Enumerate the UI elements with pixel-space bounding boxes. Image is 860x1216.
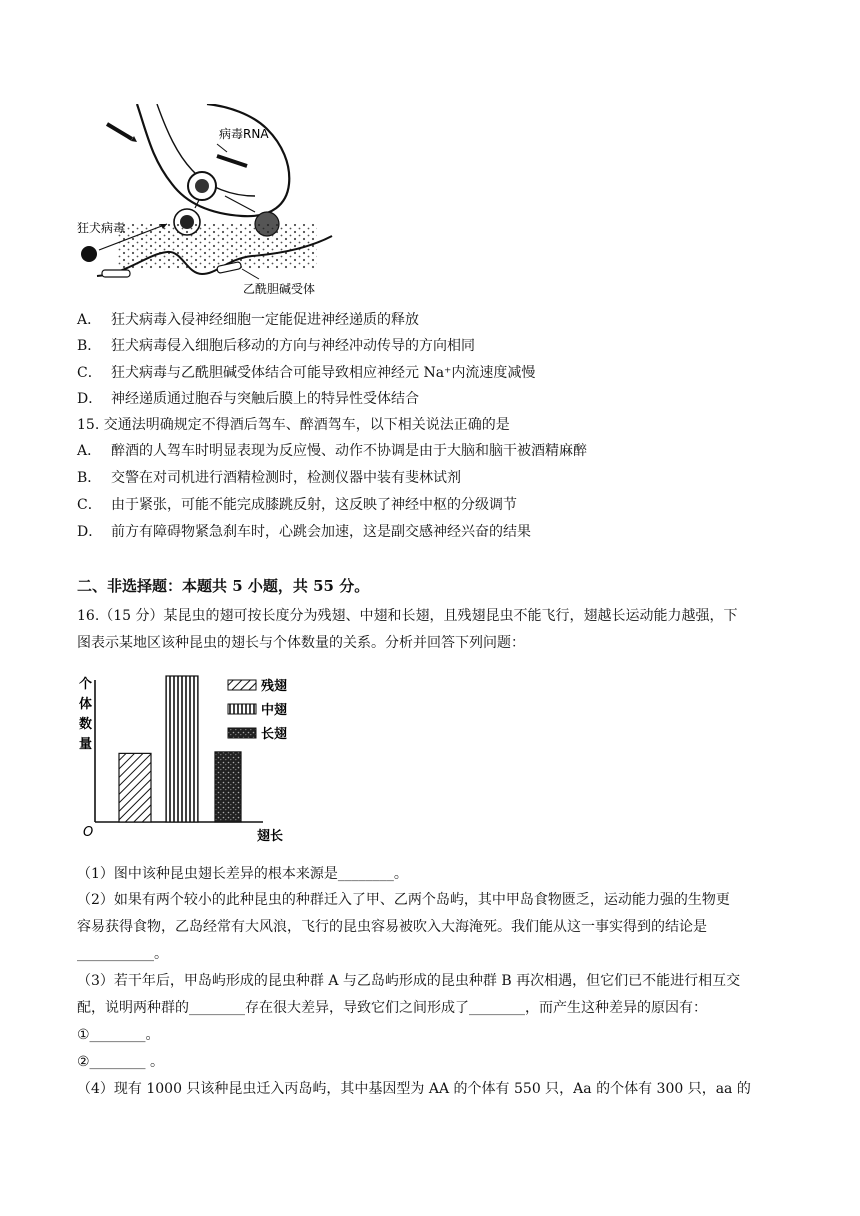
legend-label-2: 中翅 (261, 703, 288, 718)
q16-sub4-line1: （4）现有 1000 只该种昆虫迁入丙岛屿，其中基因型为 AA 的个体有 550 只，Aa 的个体有 300 只，aa 的 (77, 1081, 751, 1097)
y-axis-label-char: 体 (79, 697, 93, 712)
legend-swatch-3 (228, 728, 256, 738)
q16-sub3-line2: 配，说明两种群的________存在很大差异，导致它们之间形成了________，而产生这种差异的原因有： (77, 1000, 707, 1016)
option-letter: C． (77, 497, 102, 513)
origin-label: O (83, 825, 94, 840)
q15-option-b (77, 468, 461, 488)
q14-option-a (77, 310, 419, 330)
synapse-diagram (77, 104, 335, 300)
label-rabies-virus: 狂犬病毒 (77, 221, 126, 235)
q16-sub3-line4: ②________ 。 (77, 1054, 165, 1070)
q16-sub1: （1）图中该种昆虫翅长差异的根本来源是________。 (77, 866, 408, 882)
bar-1 (119, 753, 151, 822)
q16-stem-line2: 图表示某地区该种昆虫的翅长与个体数量的关系。分析并回答下列问题： (77, 635, 525, 651)
option-text: 醉酒的人驾车时明显表现为反应慢、动作不协调是由于大脑和脑干被酒精麻醉 (111, 443, 587, 459)
wing-length-chart-svg (77, 666, 307, 846)
q16-sub3-line3: ①________。 (77, 1027, 160, 1043)
label-receptor: 乙酰胆碱受体 (243, 282, 316, 296)
option-letter: A． (77, 443, 102, 459)
q15-stem: 15. 交通法明确规定不得酒后驾车、醉酒驾车，以下相关说法正确的是 (77, 417, 510, 433)
y-axis-label-char: 个 (79, 677, 93, 692)
option-letter: B． (77, 470, 102, 486)
q16-sub2-line2: 容易获得食物，乙岛经常有大风浪，飞行的昆虫容易被吹入大海淹死。我们能从这一事实得到的结论是 (77, 919, 707, 935)
label-virus-rna: 病毒RNA (219, 127, 269, 141)
q15-option-a (77, 441, 587, 461)
legend-label-3: 长翅 (261, 727, 288, 742)
q16-sub3-line1: （3）若干年后，甲岛屿形成的昆虫种群 A 与乙岛屿形成的昆虫种群 B 再次相遇，但它们已不能进行相互交 (77, 973, 741, 989)
synapse-diagram-svg (77, 104, 335, 300)
y-axis-label-char: 数 (79, 717, 93, 732)
option-letter: D． (77, 391, 103, 407)
section2-heading: 二、非选择题：本题共 5 小题，共 55 分。 (77, 577, 370, 595)
option-letter: A． (77, 312, 102, 328)
bar-3 (215, 752, 241, 822)
q14-option-c (77, 363, 535, 383)
option-letter: B． (77, 338, 102, 354)
option-letter: C． (77, 365, 102, 381)
q15-option-d (77, 522, 531, 542)
legend-swatch-2 (228, 704, 256, 714)
x-axis-label: 翅长 (257, 829, 284, 844)
rabies-virus-icon (81, 246, 97, 262)
option-text: 交警在对司机进行酒精检测时，检测仪器中装有斐林试剂 (111, 470, 461, 486)
q14-option-b (77, 336, 475, 356)
option-letter: D． (77, 524, 103, 540)
legend-label-1: 残翅 (261, 679, 288, 694)
wing-length-chart (77, 666, 307, 846)
option-text: 神经递质通过胞吞与突触后膜上的特异性受体结合 (111, 391, 419, 407)
option-text: 狂犬病毒侵入细胞后移动的方向与神经冲动传导的方向相同 (111, 338, 475, 354)
bar-2 (166, 676, 198, 822)
presynaptic-membrane (137, 104, 289, 216)
q15-option-c (77, 495, 517, 515)
q14-option-d (77, 389, 419, 409)
q16-sub2-line1: （2）如果有两个较小的此种昆虫的种群迁入了甲、乙两个岛屿，其中甲岛食物匮乏，运动能力强的生物更 (77, 892, 730, 908)
q16-stem-line1: 16.（15 分）某昆虫的翅可按长度分为残翅、中翅和长翅，且残翅昆虫不能飞行，翅越长运动能力越强，下 (77, 608, 738, 624)
option-text: 狂犬病毒与乙酰胆碱受体结合可能导致相应神经元 Na⁺内流速度减慢 (111, 365, 536, 381)
option-text: 前方有障碍物紧急刹车时，心跳会加速，这是副交感神经兴奋的结果 (111, 524, 531, 540)
legend-swatch-1 (228, 680, 256, 690)
q16-sub2-line3: ___________。 (77, 946, 168, 962)
y-axis-label-char: 量 (79, 737, 93, 752)
option-text: 由于紧张，可能不能完成膝跳反射，这反映了神经中枢的分级调节 (111, 497, 517, 513)
option-text: 狂犬病毒入侵神经细胞一定能促进神经递质的释放 (111, 312, 419, 328)
